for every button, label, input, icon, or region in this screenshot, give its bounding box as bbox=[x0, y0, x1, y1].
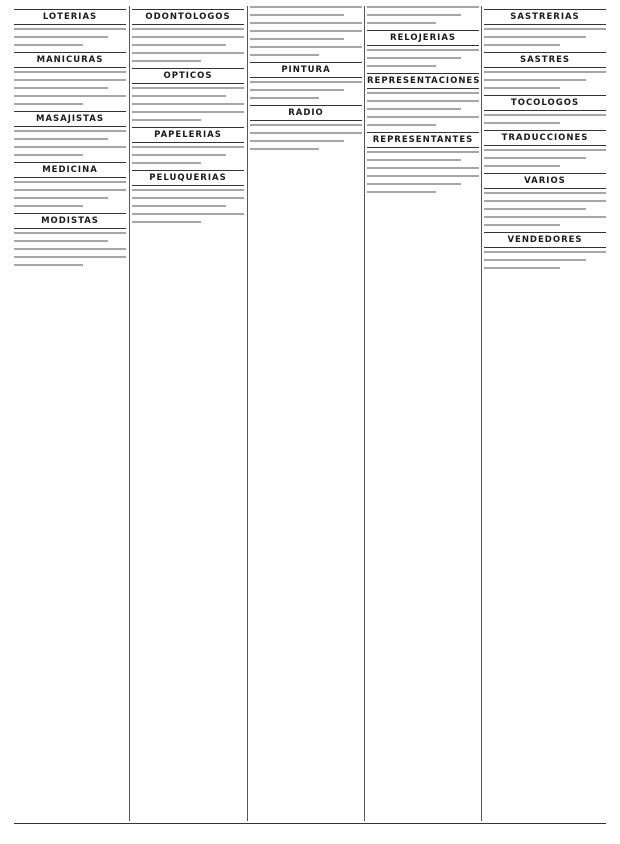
ad-text-placeholder bbox=[132, 146, 244, 164]
ad-text-placeholder bbox=[132, 189, 244, 223]
section-heading: SASTRERIAS bbox=[484, 9, 606, 25]
ad-text-placeholder bbox=[14, 232, 126, 266]
column-5 bbox=[484, 6, 606, 821]
ad-text-placeholder bbox=[250, 6, 362, 56]
ad-text-placeholder bbox=[14, 28, 126, 46]
ad-text-placeholder bbox=[367, 151, 479, 193]
column-2 bbox=[132, 6, 244, 821]
ad-text-placeholder bbox=[367, 49, 479, 67]
column-3 bbox=[250, 6, 362, 821]
section-heading: MASAJISTAS bbox=[14, 111, 126, 127]
section-heading: LOTERIAS bbox=[14, 9, 126, 25]
section-heading: TRADUCCIONES bbox=[484, 130, 606, 146]
section-heading: OPTICOS bbox=[132, 68, 244, 84]
column-rule bbox=[364, 6, 365, 821]
section-heading: PELUQUERIAS bbox=[132, 170, 244, 186]
section-heading: PAPELERIAS bbox=[132, 127, 244, 143]
column-rule bbox=[247, 6, 248, 821]
ad-text-placeholder bbox=[484, 149, 606, 167]
section-heading: SASTRES bbox=[484, 52, 606, 68]
section-heading: PINTURA bbox=[250, 62, 362, 78]
ad-text-placeholder bbox=[484, 28, 606, 46]
ad-text-placeholder bbox=[484, 251, 606, 269]
section-heading: VARIOS bbox=[484, 173, 606, 189]
ad-text-placeholder bbox=[484, 71, 606, 89]
section-heading: RELOJERIAS bbox=[367, 30, 479, 46]
section-heading: MEDICINA bbox=[14, 162, 126, 178]
ad-text-placeholder bbox=[484, 114, 606, 124]
section-heading: MODISTAS bbox=[14, 213, 126, 229]
bottom-rule bbox=[14, 823, 606, 824]
section-heading: REPRESENTANTES bbox=[367, 132, 479, 148]
ad-text-placeholder bbox=[367, 92, 479, 126]
ad-text-placeholder bbox=[14, 181, 126, 207]
section-heading: RADIO bbox=[250, 105, 362, 121]
ad-text-placeholder bbox=[14, 71, 126, 105]
newspaper-sheet bbox=[14, 6, 606, 821]
ad-text-placeholder bbox=[132, 28, 244, 62]
section-heading: REPRESENTACIONES bbox=[367, 73, 479, 89]
section-heading: MANICURAS bbox=[14, 52, 126, 68]
ad-text-placeholder bbox=[367, 6, 479, 24]
column-rule bbox=[129, 6, 130, 821]
ad-text-placeholder bbox=[250, 81, 362, 99]
column-1 bbox=[14, 6, 126, 821]
ad-text-placeholder bbox=[484, 192, 606, 226]
ad-text-placeholder bbox=[250, 124, 362, 150]
section-heading: ODONTOLOGOS bbox=[132, 9, 244, 25]
section-heading: VENDEDORES bbox=[484, 232, 606, 248]
column-4 bbox=[367, 6, 479, 821]
section-heading: TOCOLOGOS bbox=[484, 95, 606, 111]
column-rule bbox=[481, 6, 482, 821]
ad-text-placeholder bbox=[132, 87, 244, 121]
ad-text-placeholder bbox=[14, 130, 126, 156]
